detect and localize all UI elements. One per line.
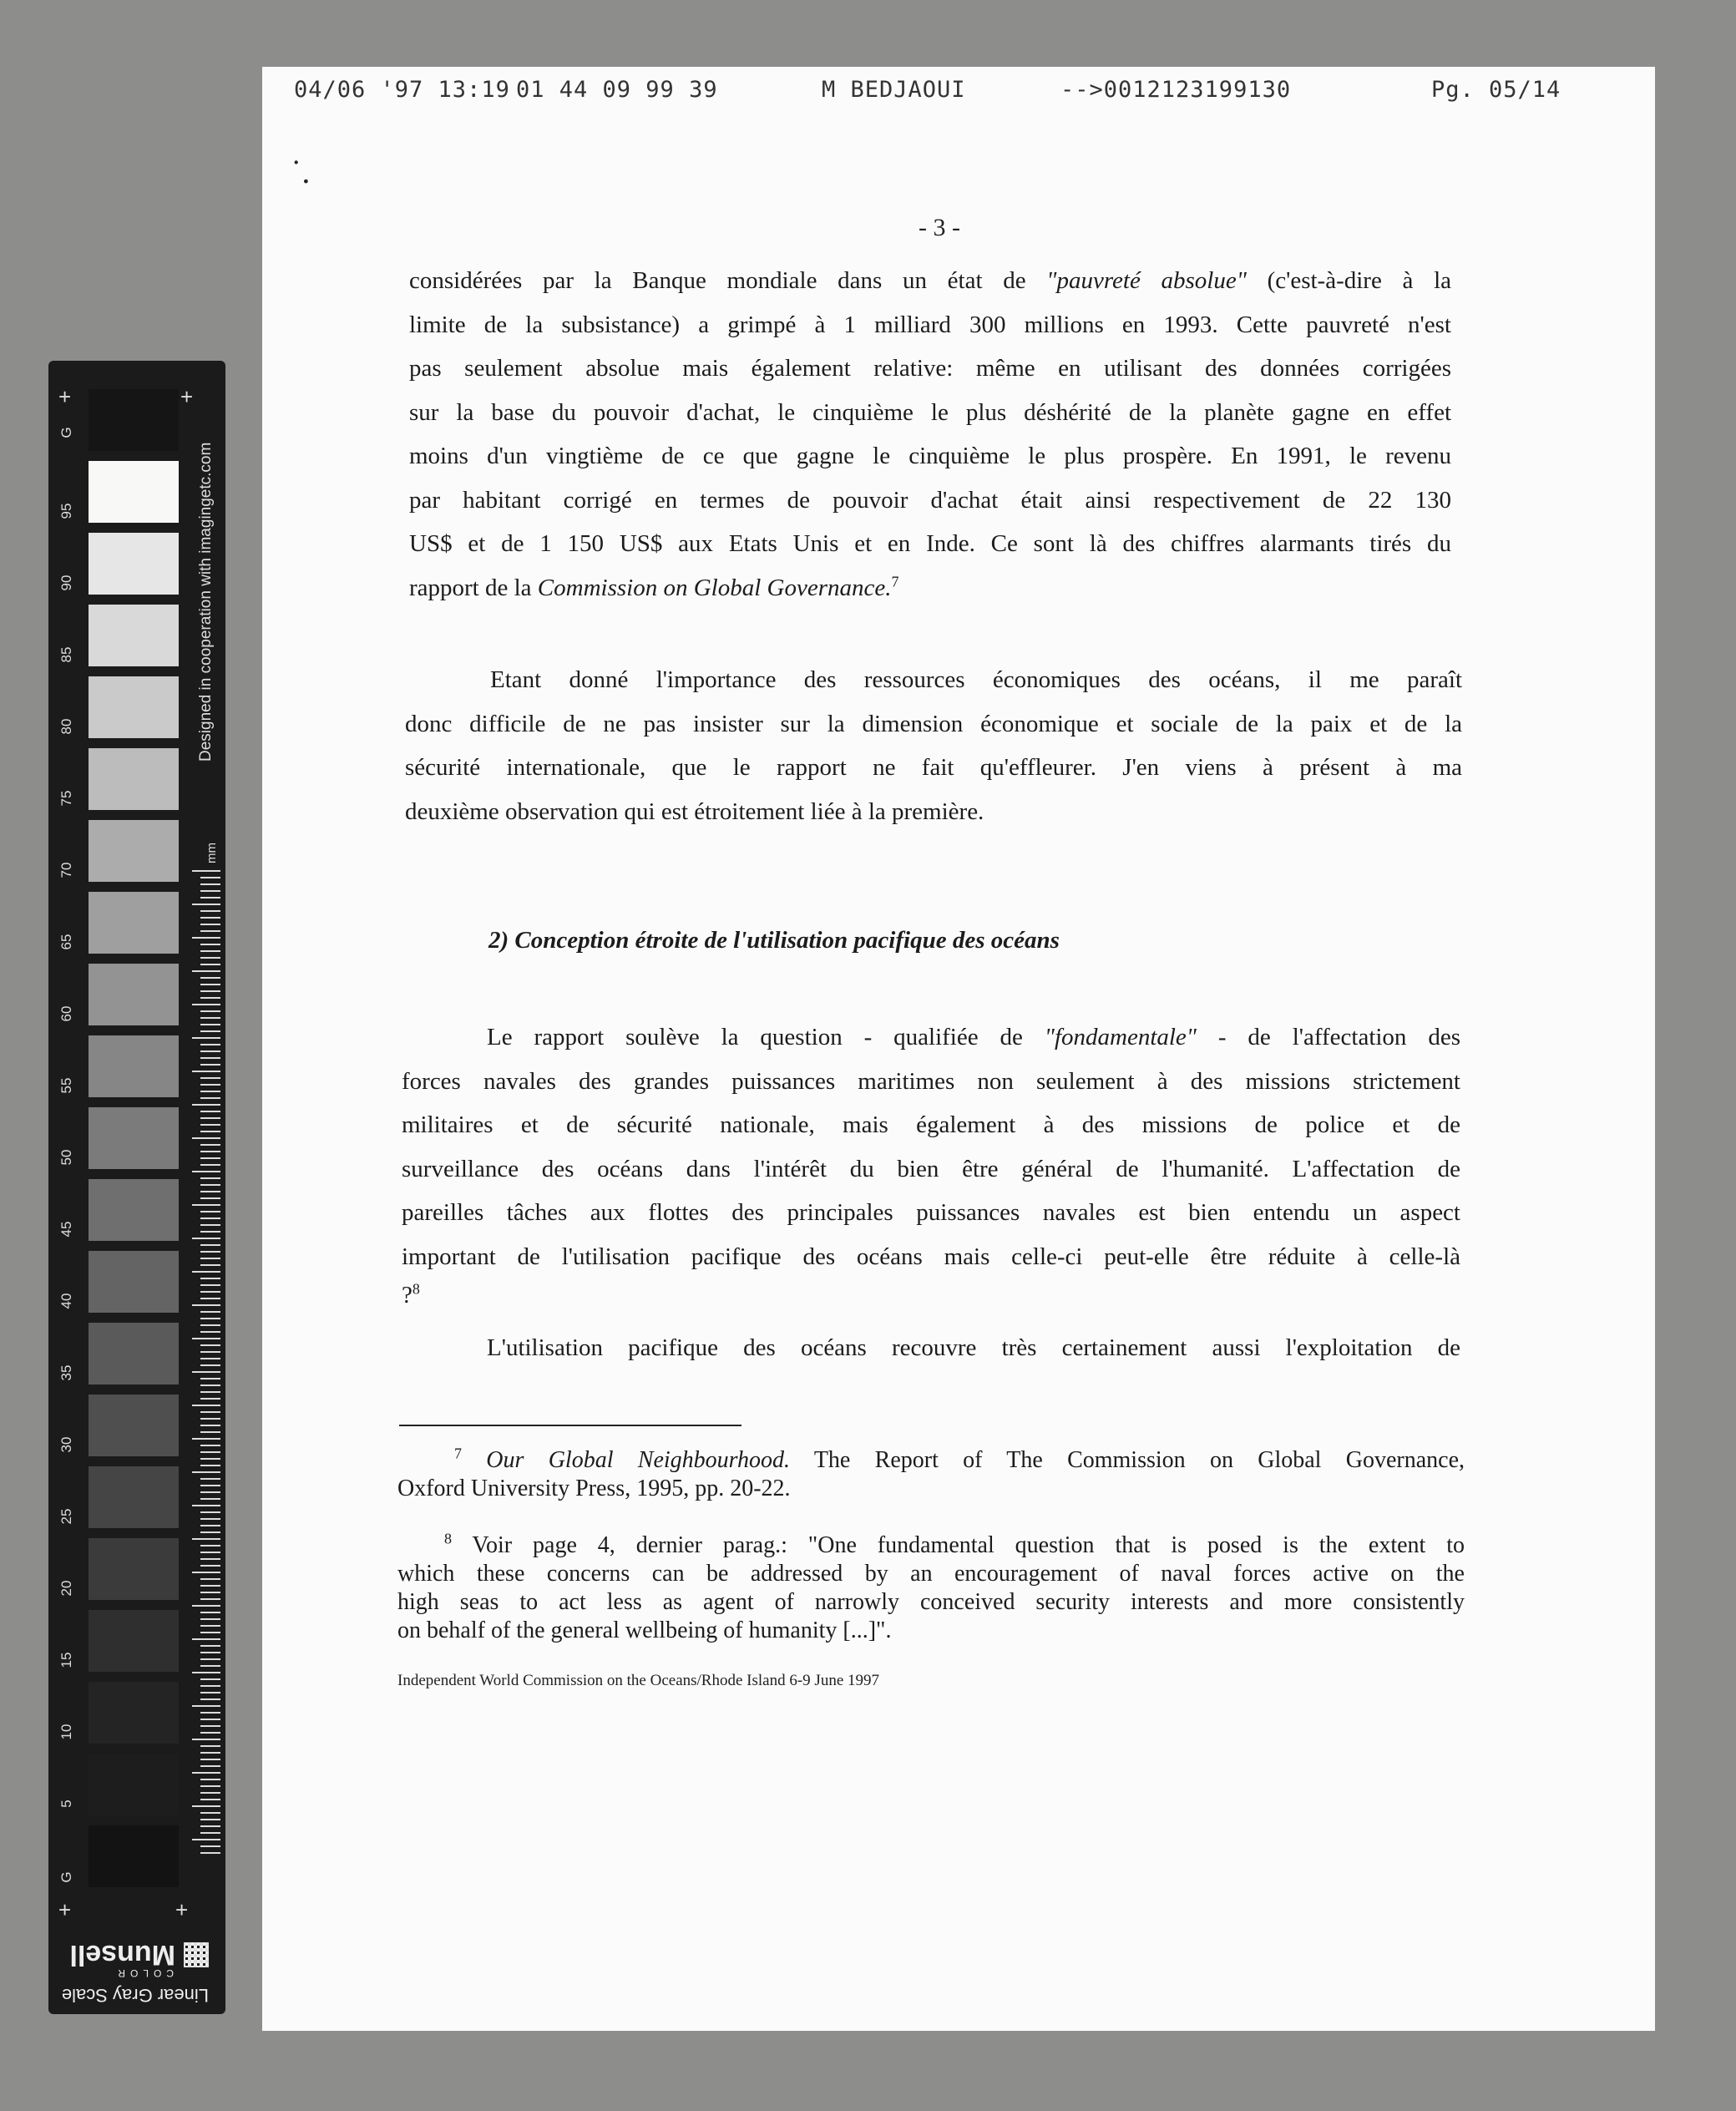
footnote-separator — [399, 1425, 741, 1426]
scale-number: 80 — [58, 718, 74, 735]
text-line: L'utilisation pacifique des océans recouvre très certainement aussi l'exploitation de — [487, 1334, 1460, 1361]
scale-number: 5 — [58, 1800, 74, 1808]
registration-mark: + — [58, 384, 72, 409]
scale-number: 20 — [58, 1580, 74, 1597]
scale-number: 55 — [58, 1077, 74, 1094]
gray-patch — [89, 892, 179, 954]
gray-scale-card — [48, 361, 225, 2014]
paragraph-4 — [402, 1326, 1460, 1370]
gray-patch — [89, 389, 179, 451]
text-line: US$ et de 1 150 US$ aux Etats Unis et en Inde. Ce sont là des chiffres alarmants tirés du — [409, 530, 1451, 557]
scale-number: 15 — [58, 1652, 74, 1668]
registration-mark: + — [175, 1897, 189, 1922]
text-line: on behalf of the general wellbeing of humanity [...]". — [397, 1617, 892, 1643]
munsell-logo-icon — [184, 1942, 209, 1967]
text-line: pareilles tâches aux flottes des principales puissances navales est bien entendu un aspect — [402, 1199, 1460, 1226]
scale-number: 90 — [58, 575, 74, 591]
gray-patch — [89, 1323, 179, 1385]
text-line: Le rapport soulève la question - qualifiée de "fondamentale" - de l'affectation des — [487, 1024, 1460, 1050]
conference-footer: Independent World Commission on the Oceans/Rhode Island 6-9 June 1997 — [397, 1672, 880, 1689]
text-line: sécurité internationale, que le rapport ne fait qu'effleurer. J'en viens à présent à ma — [405, 754, 1462, 781]
footnote-number: 7 — [454, 1445, 462, 1462]
text-line: Etant donné l'importance des ressources économiques des océans, il me paraît — [490, 666, 1462, 693]
designed-credit: Designed in cooperation with imagingetc.com — [197, 442, 215, 762]
scale-number: 65 — [58, 934, 74, 950]
brand-title: Linear Gray Scale — [61, 1985, 209, 2006]
fax-datetime: 04/06 '97 13:19 — [294, 77, 510, 103]
scale-number: 30 — [58, 1436, 74, 1453]
gray-patch — [89, 676, 179, 738]
scale-number: 75 — [58, 790, 74, 807]
gray-patch — [89, 1395, 179, 1456]
text-line: surveillance des océans dans l'intérêt du bien être général de l'humanité. L'affectation de — [402, 1155, 1460, 1182]
gray-patch — [89, 1538, 179, 1600]
text-line: rapport de la Commission on Global Governance.$^7$ — [409, 572, 899, 601]
gray-patch — [89, 1682, 179, 1744]
text-line: $^8$ Voir page 4, dernier parag.: "One fundamental question that is posed is the extent to — [444, 1530, 1465, 1558]
text-line: sur la base du pouvoir d'achat, le cinquième le plus déshérité de la planète gagne en effet — [409, 398, 1451, 426]
text-line: $^7$ Our Global Neighbourhood. The Report of The Commission on Global Governance, — [454, 1445, 1465, 1473]
footnote-ref: 8 — [412, 1280, 420, 1298]
gray-patch — [89, 1035, 179, 1097]
footnote-8 — [397, 1531, 1465, 1645]
scale-number: 85 — [58, 646, 74, 663]
text-line: important de l'utilisation pacifique des océans mais celle-ci peut-elle être réduite à celle-là — [402, 1243, 1460, 1270]
gray-patch — [89, 964, 179, 1025]
paragraph-3 — [402, 1015, 1460, 1312]
text-line: limite de la subsistance) a grimpé à 1 milliard 300 millions en 1993. Cette pauvreté n'est — [409, 311, 1451, 338]
scale-number: 40 — [58, 1293, 74, 1309]
gray-patch — [89, 748, 179, 810]
text-line: forces navales des grandes puissances maritimes non seulement à des missions strictement — [402, 1067, 1460, 1095]
text-line: donc difficile de ne pas insister sur la dimension économique et sociale de la paix et de la — [405, 710, 1462, 737]
page-number: - 3 - — [919, 214, 960, 241]
scale-number: 70 — [58, 862, 74, 878]
text-line: ?$^8$ — [402, 1280, 420, 1309]
gray-patch — [89, 1179, 179, 1241]
paragraph-2 — [405, 658, 1462, 833]
text-line: which these concerns can be addressed by an encouragement of naval forces active on the — [397, 1561, 1465, 1587]
brand-color-word: COLOR — [113, 1967, 174, 1979]
text-line: pas seulement absolue mais également relative: même en utilisant des données corrigées — [409, 355, 1451, 382]
text-line: par habitant corrigé en termes de pouvoir d'achat était ainsi respectivement de 22 130 — [409, 486, 1451, 514]
fax-destination: -->0012123199130 — [1060, 77, 1292, 103]
gray-patch — [89, 820, 179, 882]
gray-patch — [89, 605, 179, 666]
mm-ruler — [200, 870, 220, 1855]
text-line: considérées par la Banque mondiale dans un état de "pauvreté absolue" (c'est-à-dire à la — [409, 267, 1451, 294]
gray-patch — [89, 1754, 179, 1815]
scale-number: 35 — [58, 1364, 74, 1381]
brand-name: Munsell — [69, 1939, 175, 1971]
gray-patch — [89, 1251, 179, 1313]
munsell-brand — [48, 1931, 225, 2014]
footnote-7 — [397, 1446, 1465, 1503]
speck-mark: ˙. — [291, 153, 311, 190]
text-line: deuxième observation qui est étroitement liée à la première. — [405, 797, 984, 825]
scale-number: 60 — [58, 1005, 74, 1022]
scale-label-g-bottom: G — [58, 1871, 74, 1883]
scale-number: 45 — [58, 1221, 74, 1238]
gray-patch — [89, 1610, 179, 1672]
fax-sender: M BEDJAOUI — [822, 77, 966, 103]
mm-label: mm — [205, 843, 219, 863]
gray-patch — [89, 1107, 179, 1169]
scale-label-g-top: G — [58, 427, 74, 438]
gray-patch — [89, 1466, 179, 1528]
gray-patch — [89, 1825, 179, 1887]
registration-mark: + — [58, 1897, 72, 1922]
scale-number: 25 — [58, 1508, 74, 1525]
paragraph-1 — [409, 259, 1451, 610]
section-heading: 2) Conception étroite de l'utilisation pacifique des océans — [488, 927, 1060, 954]
text-line: Oxford University Press, 1995, pp. 20-22. — [397, 1476, 791, 1501]
text-line: moins d'un vingtième de ce que gagne le cinquième le plus prospère. En 1991, le revenu — [409, 443, 1451, 469]
fax-phone: 01 44 09 99 39 — [516, 77, 718, 103]
text-line: militaires et de sécurité nationale, mais également à des missions de police et de — [402, 1111, 1460, 1138]
text-line: high seas to act less as agent of narrowly conceived security interests and more consistently — [397, 1589, 1465, 1615]
gray-patch — [89, 533, 179, 595]
registration-mark: + — [180, 384, 194, 409]
footnote-ref: 7 — [891, 572, 899, 590]
gray-patch — [89, 461, 179, 523]
fax-page: Pg. 05/14 — [1431, 77, 1561, 103]
mm-ruler-major — [192, 870, 202, 1855]
scale-number: 10 — [58, 1724, 74, 1740]
footnote-number: 8 — [444, 1530, 452, 1547]
scale-number: 50 — [58, 1149, 74, 1166]
scale-number: 95 — [58, 503, 74, 519]
